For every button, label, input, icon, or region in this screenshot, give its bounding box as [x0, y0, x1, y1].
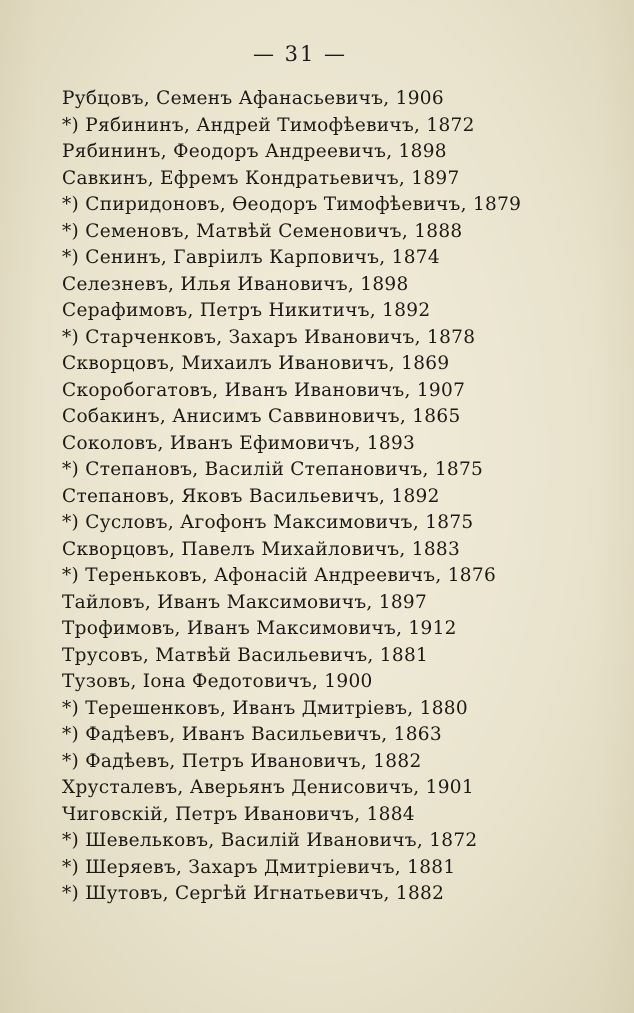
page-number: — 31 —	[252, 42, 348, 66]
list-entry: Селезневъ, Илья Ивановичъ, 1898	[62, 273, 409, 295]
list-entry: *) Рябининъ, Андрей Тимофѣевичъ, 1872	[62, 114, 475, 136]
list-entry: *) Сусловъ, Агофонъ Максимовичъ, 1875	[62, 512, 474, 533]
list-entry: *) Старченковъ, Захаръ Ивановичъ, 1878	[62, 326, 476, 348]
list-entry: Скворцовъ, Павелъ Михайловичъ, 1883	[62, 538, 461, 560]
name-list	[62, 86, 607, 908]
list-entry: *) Фадѣевъ, Иванъ Васильевичъ, 1863	[62, 724, 442, 745]
list-entry: Чиговскій, Петръ Ивановичъ, 1884	[62, 803, 415, 825]
list-entry: Тузовъ, Іона Федотовичъ, 1900	[62, 671, 373, 692]
list-entry: *) Сенинъ, Гавріилъ Карповичъ, 1874	[62, 247, 440, 268]
list-entry: Скворцовъ, Михаилъ Ивановичъ, 1869	[62, 353, 450, 374]
list-entry: Хрусталевъ, Аверьянъ Денисовичъ, 1901	[62, 777, 474, 798]
list-entry: *) Терешенковъ, Иванъ Дмитріевъ, 1880	[62, 697, 468, 719]
list-entry: *) Семеновъ, Матвѣй Семеновичъ, 1888	[62, 220, 463, 242]
list-entry: Собакинъ, Анисимъ Саввиновичъ, 1865	[62, 406, 461, 427]
list-entry: Рябининъ, Феодоръ Андреевичъ, 1898	[62, 141, 447, 162]
list-entry: Соколовъ, Иванъ Ефимовичъ, 1893	[62, 432, 416, 454]
list-entry: *) Фадѣевъ, Петръ Ивановичъ, 1882	[62, 750, 422, 772]
list-entry: *) Тереньковъ, Афонасій Андреевичъ, 1876	[62, 565, 497, 586]
list-entry: Степановъ, Яковъ Васильевичъ, 1892	[62, 485, 440, 507]
list-entry: Серафимовъ, Петръ Никитичъ, 1892	[62, 300, 431, 321]
list-entry: *) Шутовъ, Сергѣй Игнатьевичъ, 1882	[62, 883, 445, 904]
list-entry: *) Шевельковъ, Василій Ивановичъ, 1872	[62, 830, 478, 851]
list-entry: Тайловъ, Иванъ Максимовичъ, 1897	[62, 591, 428, 613]
list-entry: *) Спиридоновъ, Ѳеодоръ Тимофѣевичъ, 1879	[62, 194, 522, 215]
list-entry: *) Степановъ, Василій Степановичъ, 1875	[62, 459, 484, 480]
list-entry: Трофимовъ, Иванъ Максимовичъ, 1912	[62, 618, 457, 639]
list-entry: *) Шеряевъ, Захаръ Дмитріевичъ, 1881	[62, 856, 456, 878]
list-entry: Рубцовъ, Семенъ Афанасьевичъ, 1906	[62, 88, 444, 109]
list-entry: Трусовъ, Матвѣй Васильевичъ, 1881	[62, 644, 429, 666]
list-entry: Савкинъ, Ефремъ Кондратьевичъ, 1897	[62, 167, 460, 189]
list-entry: Скоробогатовъ, Иванъ Ивановичъ, 1907	[62, 379, 466, 401]
